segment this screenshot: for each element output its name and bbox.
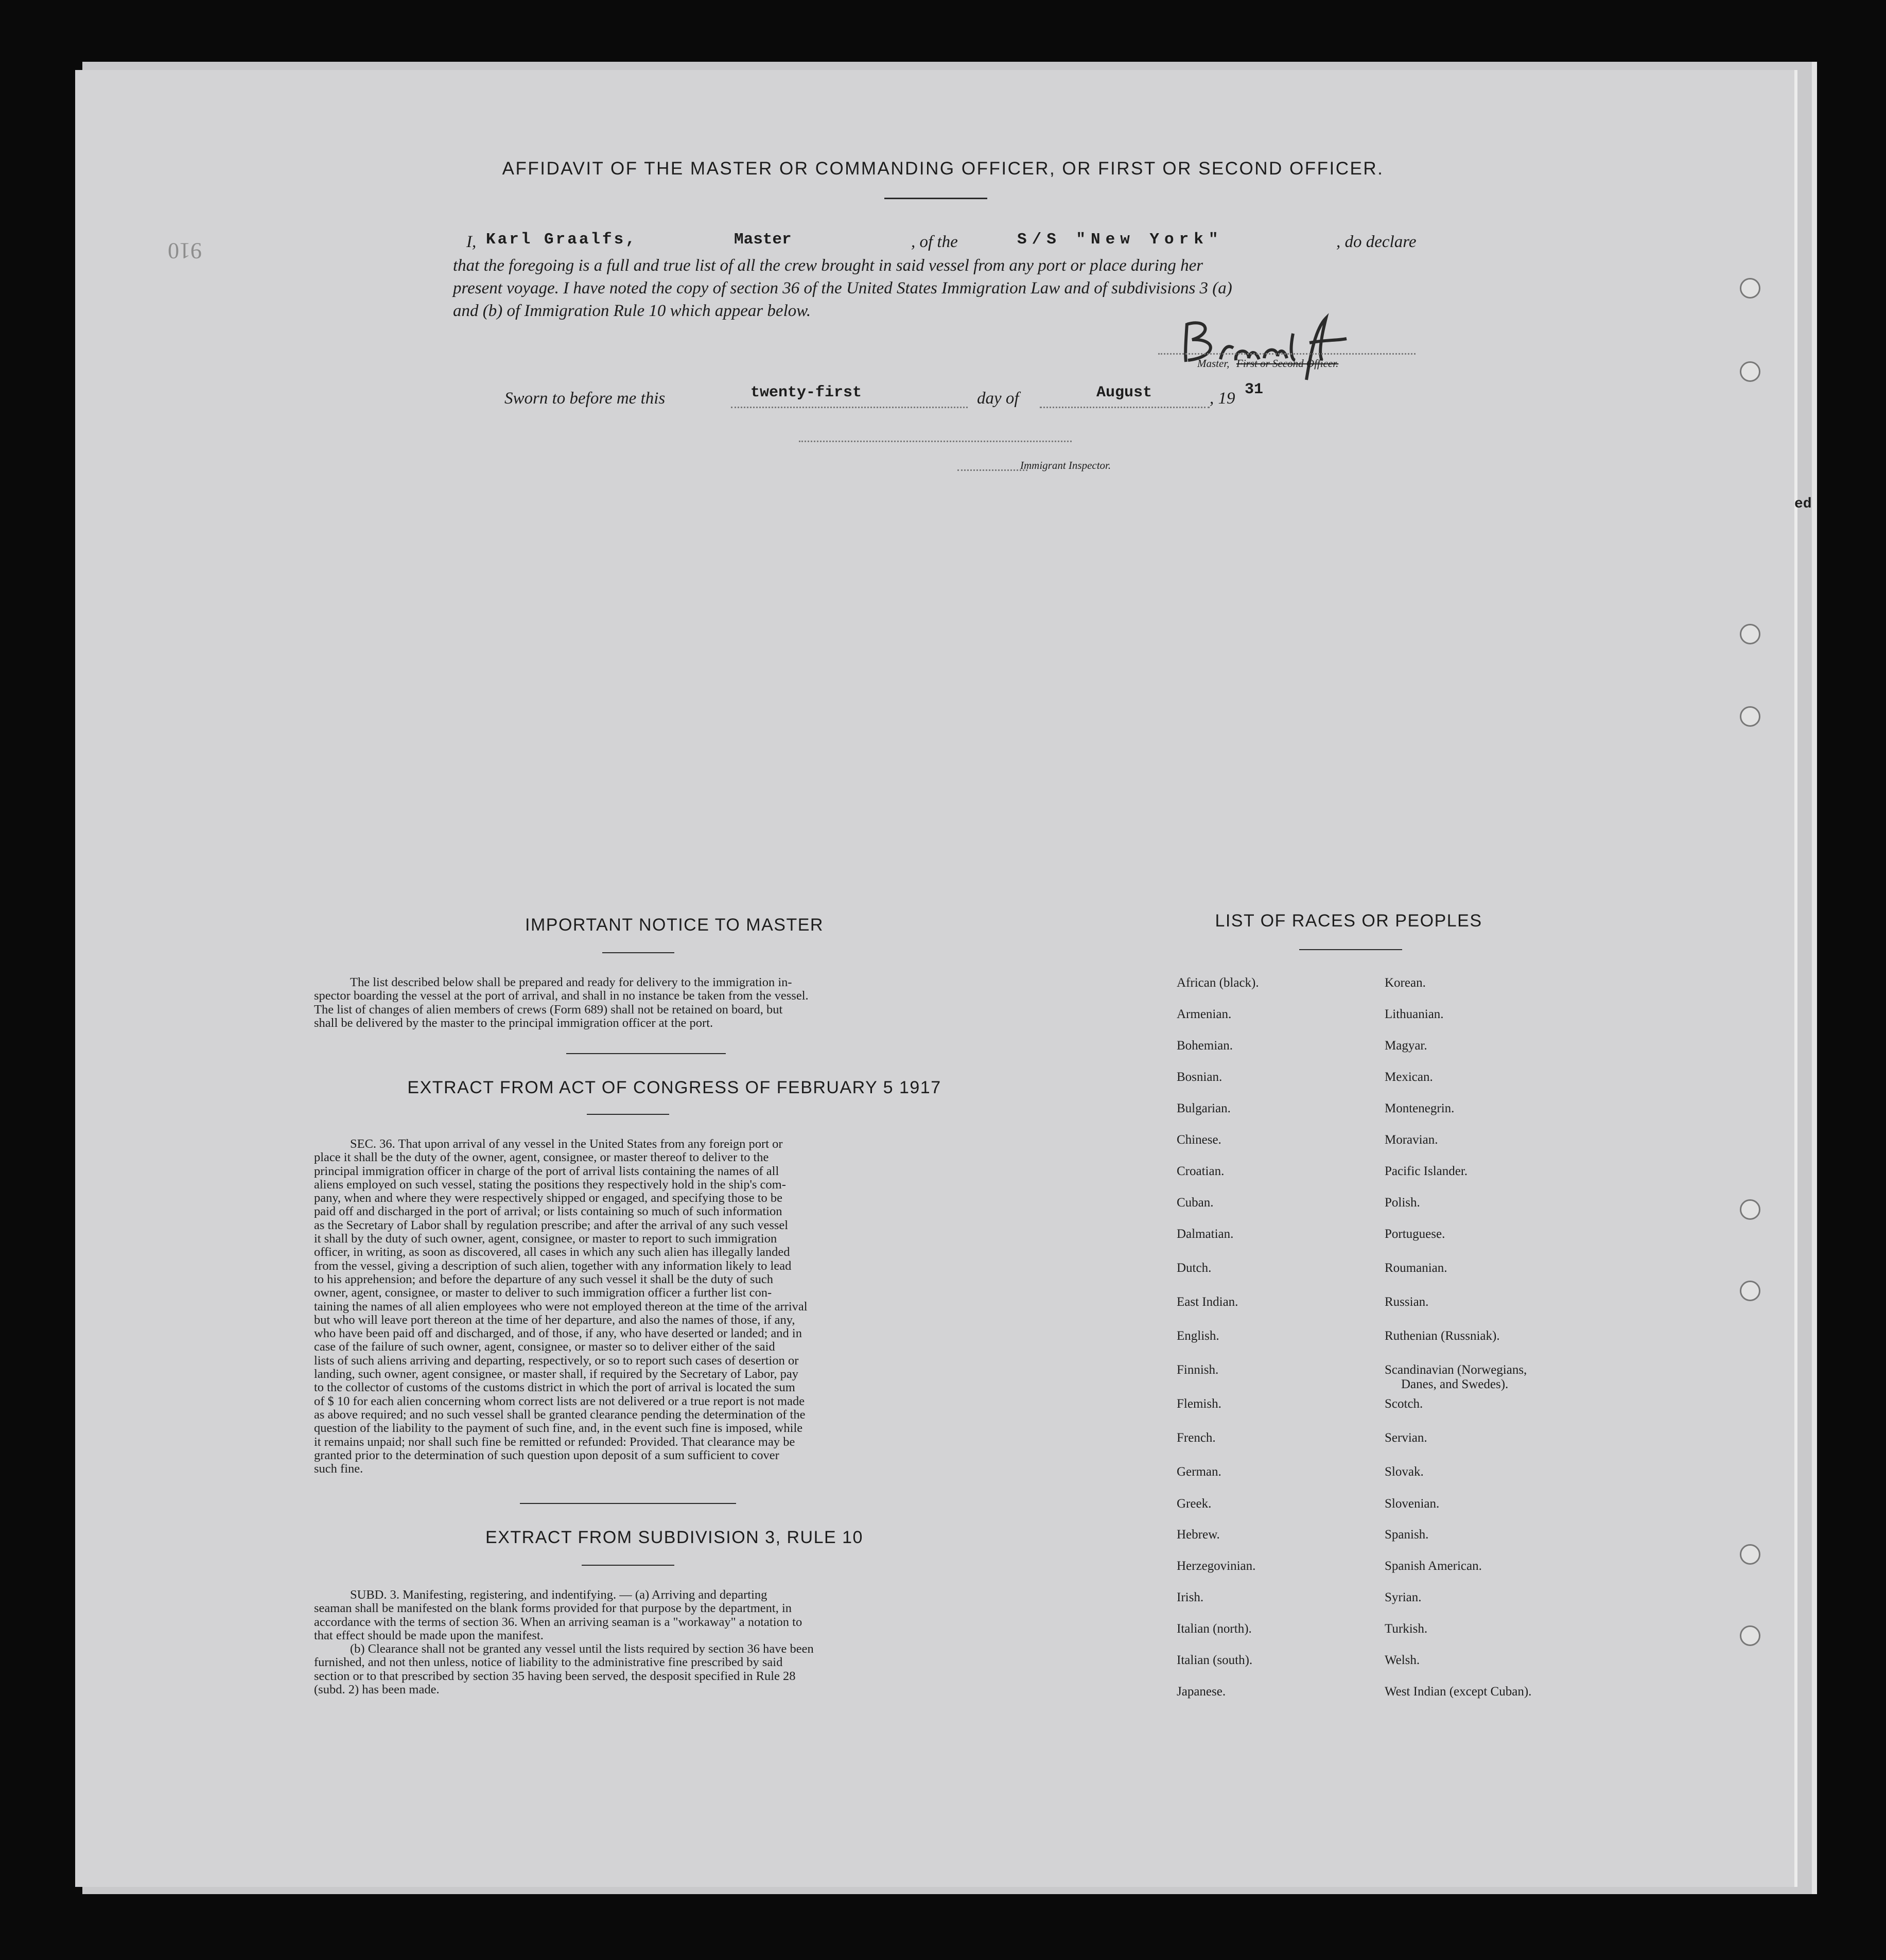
race-item: Bosnian. (1177, 1070, 1223, 1084)
affidavit-line-2: that the foregoing is a full and true list of all the crew brought in said vessel from any port or place during her (453, 256, 1203, 275)
race-item: Roumanian. (1385, 1261, 1447, 1275)
race-item: Flemish. (1177, 1397, 1221, 1411)
rule-line: (subd. 2) has been made. (314, 1683, 440, 1697)
race-item: Italian (south). (1177, 1653, 1253, 1667)
act-divider (520, 1503, 736, 1504)
act-line: question of the liability to the payment of such fine, and, in the event such fine is imposed, while (314, 1421, 803, 1436)
race-item: Mexican. (1385, 1070, 1433, 1084)
rule-line: furnished, and not then unless, notice of liability to the administrative fine prescribed by said (314, 1655, 783, 1670)
race-item: Ruthenian (Russniak). (1385, 1329, 1500, 1343)
notice-line: The list of changes of alien members of crews (Form 689) shall not be retained on board, but (314, 1002, 783, 1017)
race-item: East Indian. (1177, 1295, 1238, 1309)
signature-line (1158, 353, 1416, 355)
rule-line: section or to that prescribed by section 35 having been served, the desposit specified in Rule 28 (314, 1669, 796, 1683)
sworn-label: Sworn to before me this (504, 389, 666, 408)
signature-caption-master: Master, (1197, 357, 1230, 370)
do-declare-label: , do declare (1336, 233, 1417, 251)
signature-caption-officer: First or Second Officer. (1236, 357, 1339, 370)
master-name: Karl Graalfs, (486, 231, 637, 249)
race-item: Bohemian. (1177, 1039, 1233, 1053)
race-item: Welsh. (1385, 1653, 1420, 1667)
edge-fragment: ed (1794, 496, 1812, 512)
notice-line: The list described below shall be prepared and ready for delivery to the immigration in- (350, 975, 792, 989)
sworn-month: August (1096, 384, 1152, 401)
race-item: Russian. (1385, 1295, 1429, 1309)
race-item: Croatian. (1177, 1164, 1225, 1178)
race-item: Scandinavian (Norwegians, (1385, 1363, 1527, 1377)
act-line: as above required; and no such vessel shall be granted clearance pending the determination of the (314, 1407, 806, 1422)
sworn-day-line (731, 407, 968, 408)
master-signature (1172, 303, 1367, 385)
race-item: Danes, and Swedes). (1401, 1377, 1509, 1391)
act-line: taining the names of all alien employees who were not employed thereon at the time of the arrival (314, 1299, 808, 1314)
affidavit-line-3: present voyage. I have noted the copy of section 36 of the United States Immigration Law and of subdivisions 3 (a) (453, 279, 1232, 297)
race-item: Scotch. (1385, 1397, 1423, 1411)
sworn-day: twenty-first (750, 384, 862, 401)
punch-hole (1740, 1544, 1760, 1565)
vessel-name: S/S "New York" (1017, 231, 1224, 249)
race-item: Korean. (1385, 976, 1426, 990)
extract-rule-text (314, 1588, 937, 1696)
notice-line: spector boarding the vessel at the port of arrival, and shall in no instance be taken from the vessel. (314, 989, 809, 1003)
race-item: Spanish American. (1385, 1559, 1482, 1573)
race-item: African (black). (1177, 976, 1259, 990)
race-item: Slovak. (1385, 1465, 1424, 1479)
act-line: owner, agent, consignee, or master to deliver to such immigration officer a further list con- (314, 1286, 772, 1300)
title-rule (884, 198, 987, 199)
race-item: French. (1177, 1431, 1216, 1445)
race-item: Lithuanian. (1385, 1007, 1444, 1021)
race-item: Japanese. (1177, 1685, 1226, 1699)
race-item: Hebrew. (1177, 1528, 1220, 1542)
race-item: Slovenian. (1385, 1497, 1440, 1511)
affidavit-title: AFFIDAVIT OF THE MASTER OR COMMANDING OFFICER, OR FIRST OR SECOND OFFICER. (502, 159, 1384, 179)
act-line: from the vessel, giving a description of such alien, together with any information likely to lead (314, 1258, 792, 1273)
punch-hole (1740, 1281, 1760, 1301)
act-line: of $ 10 for each alien concerning whom correct lists are not delivered or a true report is not made (314, 1394, 805, 1408)
race-item: Chinese. (1177, 1133, 1221, 1147)
race-item: West Indian (except Cuban). (1385, 1685, 1532, 1699)
act-line: such fine. (314, 1462, 363, 1476)
act-line: lists of such aliens arriving and departing, respectively, or so to report such cases of desertion or (314, 1353, 799, 1368)
inspector-caption-line (957, 469, 1027, 471)
race-item: Herzegovinian. (1177, 1559, 1256, 1573)
rule-line: that effect should be made upon the manifest. (314, 1628, 544, 1642)
extract-act-rule (587, 1114, 669, 1115)
act-line: it shall by the duty of such owner, agent, consignee, or master to report to such immigration (314, 1232, 777, 1246)
act-line: officer, in writing, as soon as discovered, all cases in which any such alien has illegally landed (314, 1245, 790, 1259)
punch-hole (1740, 706, 1760, 727)
rule-line: accordance with the terms of section 36. When an arriving seaman is a "workaway" a notation to (314, 1615, 802, 1629)
extract-rule-rule (582, 1565, 674, 1566)
notice-rule (602, 952, 674, 953)
affidavit-line-4: and (b) of Immigration Rule 10 which appear below. (453, 302, 811, 320)
race-item: Montenegrin. (1385, 1101, 1455, 1115)
act-line: granted prior to the determination of such question upon deposit of a sum sufficient to cover (314, 1448, 779, 1462)
race-item: Cuban. (1177, 1196, 1214, 1210)
notice-text (314, 976, 937, 1030)
race-item: Greek. (1177, 1497, 1212, 1511)
race-item: Dalmatian. (1177, 1227, 1234, 1241)
race-item: Bulgarian. (1177, 1101, 1231, 1115)
act-line: who have been paid off and discharged, and of those, if any, who have deserted or landed; and in (314, 1326, 802, 1341)
act-line: as the Secretary of Labor shall by regulation prescribe; and after the arrival of any such vessel (314, 1218, 789, 1232)
race-item: Spanish. (1385, 1528, 1429, 1542)
act-line: case of the failure of such owner, agent, consignee, or master so to deliver either of the said (314, 1340, 775, 1354)
of-the-label: , of the (911, 233, 958, 251)
race-item: Servian. (1385, 1431, 1427, 1445)
extract-act-text (314, 1137, 937, 1476)
races-title: LIST OF RACES OR PEOPLES (1215, 911, 1482, 931)
act-line: aliens employed on such vessel, stating the positions they respectively hold in the ship's com- (314, 1177, 786, 1192)
notice-line: shall be delivered by the master to the principal immigration officer at the port. (314, 1016, 713, 1030)
rule-line: SUBD. 3. Manifesting, registering, and indentifying. — (a) Arriving and departing (350, 1588, 767, 1602)
race-item: Pacific Islander. (1385, 1164, 1468, 1178)
inspector-caption: Immigrant Inspector. (1020, 459, 1111, 471)
affidavit-i-label: I, (466, 233, 477, 251)
margin-number: 910 (168, 238, 202, 264)
act-line: to his apprehension; and before the departure of any such vessel it shall be the duty of such (314, 1272, 773, 1286)
act-line: paid off and discharged in the port of arrival; or lists containing so much of such information (314, 1204, 782, 1219)
race-item: Magyar. (1385, 1039, 1427, 1053)
race-item: German. (1177, 1465, 1221, 1479)
race-item: Portuguese. (1385, 1227, 1445, 1241)
punch-hole (1740, 1199, 1760, 1220)
sworn-month-line (1040, 407, 1210, 408)
punch-hole (1740, 624, 1760, 644)
act-line: SEC. 36. That upon arrival of any vessel in the United States from any foreign port or (350, 1137, 783, 1151)
races-rule (1299, 949, 1402, 950)
race-item: Dutch. (1177, 1261, 1212, 1275)
extract-rule-title: EXTRACT FROM SUBDIVISION 3, RULE 10 (485, 1528, 863, 1547)
extract-act-title: EXTRACT FROM ACT OF CONGRESS OF FEBRUARY 5 1917 (407, 1078, 941, 1097)
master-rank: Master (734, 231, 792, 249)
act-line: principal immigration officer in charge of the port of arrival lists containing the names of all (314, 1164, 779, 1178)
sworn-year: 31 (1245, 381, 1264, 398)
day-of-label: day of (977, 389, 1019, 408)
race-item: Syrian. (1385, 1590, 1422, 1604)
race-item: Finnish. (1177, 1363, 1219, 1377)
act-line: pany, when and where they were respectively shipped or engaged, and specifying those to be (314, 1191, 783, 1205)
rule-line: seaman shall be manifested on the blank forms provided for that purpose by the department, in (314, 1601, 792, 1616)
race-item: Turkish. (1385, 1622, 1428, 1636)
act-line: but who will leave port thereon at the time of her departure, and also the names of those, if any, (314, 1312, 795, 1327)
notice-divider (566, 1053, 726, 1054)
race-item: Moravian. (1385, 1133, 1438, 1147)
act-line: to the collector of customs of the customs district in which the port of arrival is located the sum (314, 1380, 795, 1395)
year-prefix: , 19 (1210, 389, 1235, 408)
punch-hole (1740, 361, 1760, 382)
inspector-signature-line (799, 441, 1072, 442)
race-item: Italian (north). (1177, 1622, 1252, 1636)
punch-hole (1740, 278, 1760, 299)
act-line: landing, such owner, agent consignee, or master shall, if required by the Secretary of Labor, pay (314, 1367, 798, 1381)
race-item: Polish. (1385, 1196, 1420, 1210)
rule-line: (b) Clearance shall not be granted any vessel until the lists required by section 36 have been (350, 1642, 814, 1656)
punch-hole (1740, 1625, 1760, 1646)
notice-title: IMPORTANT NOTICE TO MASTER (525, 915, 824, 935)
act-line: place it shall be the duty of the owner, agent, consignee, or master thereof to deliver to the (314, 1150, 769, 1165)
race-item: English. (1177, 1329, 1219, 1343)
act-line: it remains unpaid; nor shall such fine be remitted or refunded: Provided. That clearance may be (314, 1434, 795, 1449)
race-item: Armenian. (1177, 1007, 1232, 1021)
race-item: Irish. (1177, 1590, 1204, 1604)
